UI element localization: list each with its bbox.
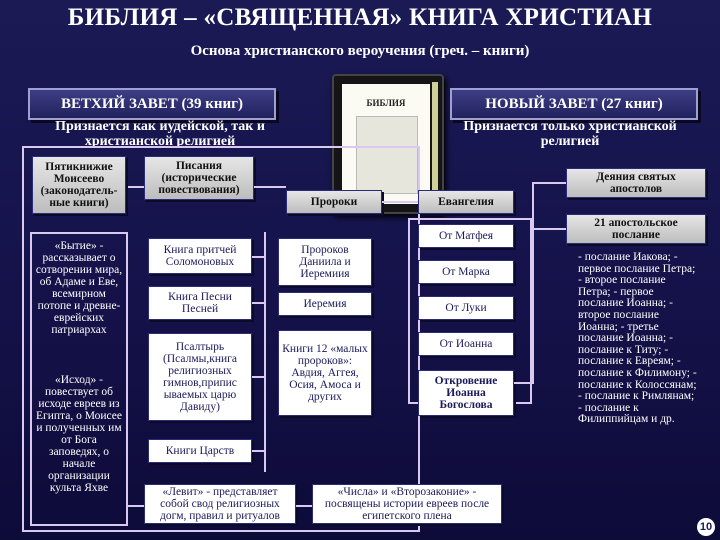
genesis-description: «Бытие» - рассказывает о сотворении мира, об Адаме и Еве, всемирном потопе и древне-еврейских патриархах bbox=[35, 240, 123, 336]
connector-line bbox=[252, 302, 266, 304]
leviticus-box: «Левит» - представляет собой свод религиозных догм, правил и ритуалов bbox=[144, 484, 296, 524]
epistles-list: - послание Иакова; - первое послание Петра; - второе послание Петра; - первое послание Иоанна; - второе послание Иоанна; - третье послание Иоанна; - послание к Титу; - послание к Евреям; - послание к Филимону; - послание к Колоссянам; - послание к Римлянам; - послание к Филиппийцам и др. bbox=[578, 251, 697, 426]
connector-line bbox=[128, 186, 144, 188]
connector-line bbox=[252, 450, 266, 452]
connector-line bbox=[252, 376, 266, 378]
page-title: БИБЛИЯ – «СВЯЩЕННАЯ» КНИГА ХРИСТИАН bbox=[67, 4, 653, 31]
epistles-header: 21 апостольское послание bbox=[566, 214, 706, 244]
book-cover-title: БИБЛИЯ bbox=[366, 98, 406, 108]
prophets-item-jeremiah: Иеремия bbox=[278, 292, 372, 316]
prophets-item-minor-prophets: Книги 12 «малых пророков»: Авдия, Аггея, Осия, Амоса и других bbox=[278, 330, 372, 416]
connector-line bbox=[254, 186, 286, 188]
acts-header: Деяния святых апостолов bbox=[566, 168, 706, 198]
old-testament-note: Признается как иудейской, так и христианской религией bbox=[55, 119, 265, 149]
numbers-deuteronomy-box: «Числа» и «Второзаконие» - посвящены истории евреев после египетского плена bbox=[312, 484, 502, 524]
old-testament-header: ВЕТХИЙ ЗАВЕТ (39 книг) bbox=[28, 88, 276, 120]
writings-header: Писания (исторические повествования) bbox=[144, 156, 254, 200]
gospel-john: От Иоанна bbox=[418, 332, 514, 356]
connector-line bbox=[252, 256, 266, 258]
writings-item-psalms: Псалтырь (Псалмы,книга религиозных гимнов,припис ываемых царю Давиду) bbox=[148, 333, 252, 421]
writings-item-kings: Книги Царств bbox=[148, 439, 252, 463]
writings-item-song-of-songs: Книга Песни Песней bbox=[148, 286, 252, 320]
gospel-mark: От Марка bbox=[418, 260, 514, 284]
prophets-item-daniel: Пророков Даниила и Иеремиия bbox=[278, 238, 372, 286]
revelation-box: Откровение Иоанна Богослова bbox=[418, 370, 514, 416]
connector-line bbox=[382, 201, 418, 203]
gospel-luke: От Луки bbox=[418, 296, 514, 320]
writings-item-proverbs: Книга притчей Соломоновых bbox=[148, 238, 252, 274]
connector-line bbox=[532, 182, 566, 184]
connector-line bbox=[128, 505, 144, 507]
prophets-header: Пророки bbox=[286, 190, 382, 214]
new-testament-note: Признается только христианской религией bbox=[463, 119, 677, 149]
pentateuch-header: Пятикнижие Моисеево (законодатель-ные книги) bbox=[32, 156, 126, 214]
exodus-description: «Исход» - повествует об исходе евреев из Египта, о Моисее и полученных им от Бога заповедях, о начале организации культа Яхве bbox=[36, 374, 122, 494]
gospels-header: Евангелия bbox=[418, 190, 514, 214]
page-subtitle: Основа христианского вероучения (греч. – книги) bbox=[190, 43, 530, 59]
new-testament-header: НОВЫЙ ЗАВЕТ (27 книг) bbox=[450, 88, 698, 120]
connector-line bbox=[264, 232, 266, 472]
connector-line bbox=[532, 182, 534, 382]
page-number: 10 bbox=[697, 518, 715, 536]
connector-line bbox=[514, 382, 534, 384]
gospel-matthew: От Матфея bbox=[418, 224, 514, 248]
connector-line bbox=[532, 228, 566, 230]
connector-line bbox=[296, 505, 312, 507]
